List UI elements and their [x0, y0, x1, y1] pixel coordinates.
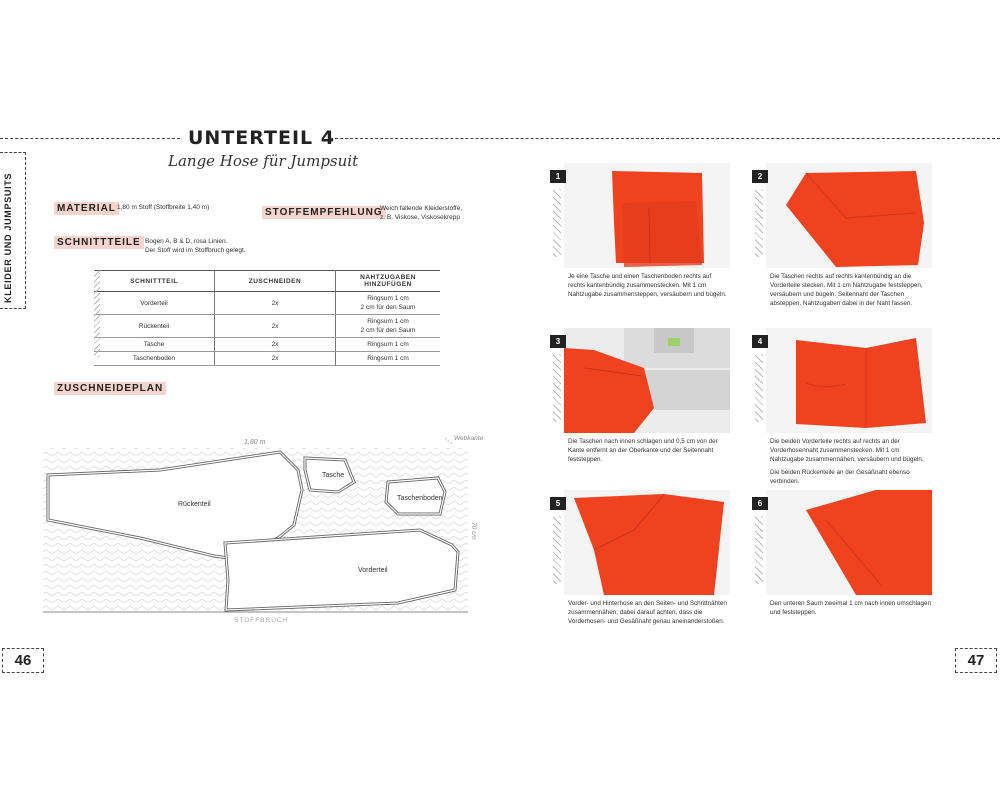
step-text: Die Taschen nach innen schlagen und 0,5 cm von der Kante entfernt an der Oberkante und der Seitennaht feststeppen.	[568, 438, 718, 463]
page-subtitle: Lange Hose für Jumpsuit	[168, 152, 359, 170]
stitch-decoration	[755, 189, 763, 257]
step-photo	[564, 490, 730, 595]
step-text: Den unteren Saum zweimal 1 cm nach innen umschlagen und feststeppen.	[770, 600, 932, 616]
step-text: Vorder- und Hinterhose an den Seiten- und Schrittnähten zusammennähen; dabei darauf achten, dass die Vorderhosen- und Gesäßnaht genau aneinanderstoßen.	[568, 600, 727, 625]
step-text: Die Taschen rechts auf rechts kantenbündig an die Vorderteile stecken. Mit 1 cm Nahtzugabe feststeppen, versäubern und bügeln. Seitennaht der Taschen absteppen, Nahtzugaben dabei in der Naht fassen.	[770, 273, 923, 307]
fabric-width-label: 1,80 m	[244, 439, 266, 446]
selvage-label: Webkante	[454, 435, 484, 442]
step-photo	[564, 328, 730, 433]
back-piece-label: Rückenteil	[178, 501, 211, 508]
pattern-pieces-label: SCHNITTTEILE	[54, 236, 144, 249]
step-photo	[766, 328, 932, 433]
page-number-right: 47	[955, 648, 997, 673]
material-label: MATERIAL	[54, 202, 119, 215]
front-piece-outline	[225, 530, 458, 610]
table-header: ZUSCHNEIDEN	[215, 271, 336, 292]
step-number: 1	[550, 170, 566, 183]
step-number: 4	[752, 335, 768, 348]
step-photo	[564, 163, 730, 268]
step-number: 6	[752, 497, 768, 510]
fabric-height-label: 70 cm	[470, 522, 477, 540]
pocket-label: Tasche	[322, 472, 345, 479]
pocket-bottom-label: Taschenboden	[397, 495, 443, 502]
table-header: NAHTZUGABEN HINZUFÜGEN	[336, 271, 441, 292]
step-6	[752, 490, 932, 640]
stitch-decoration	[755, 354, 763, 422]
fabric-recommendation-text: Weich fallende Kleiderstoffe, z. B. Viskose, Viskosekrepp	[380, 205, 463, 221]
step-text: Die beiden Vorderteile rechts auf rechts an der Vorderhosennaht zusammenstecken. Mit 1 cm Nahtzugabe zusammennähen, versäubern und bügeln. Die beiden Rückenteile an der Gesäßnaht ebenso verbinden.	[770, 438, 924, 485]
step-text: Je eine Tasche und einen Taschenboden rechts auf rechts kantenbündig zusammenstecken. Mit 1 cm Nahtzugabe zusammensteppen, versäubern und bügeln.	[568, 273, 727, 298]
front-piece-label: Vorderteil	[358, 567, 388, 574]
table-row: Rückenteil 2x Ringsum 1 cm 2 cm für den Saum	[94, 315, 440, 338]
step-photo	[766, 163, 932, 268]
step-number: 3	[550, 335, 566, 348]
stitch-decoration	[553, 189, 561, 257]
cutting-plan-label: ZUSCHNEIDEPLAN	[54, 382, 166, 395]
table-header: SCHNITTTEIL	[94, 271, 215, 292]
step-photo	[766, 490, 932, 595]
chapter-tab-label: KLEIDER UND JUMPSUITS	[3, 172, 13, 303]
step-4	[752, 328, 932, 488]
page-number-left: 46	[2, 648, 44, 673]
step-number: 5	[550, 497, 566, 510]
cutting-table	[94, 270, 440, 366]
stitch-decoration	[553, 354, 561, 422]
chapter-tab	[0, 152, 26, 309]
step-number: 2	[752, 170, 768, 183]
stitch-decoration	[755, 516, 763, 584]
table-row: Vorderteil 2x Ringsum 1 cm 2 cm für den Saum	[94, 292, 440, 315]
table-decoration	[94, 270, 100, 358]
step-5	[550, 490, 730, 640]
table-row: Tasche 2x Ringsum 1 cm	[94, 338, 440, 352]
step-2	[752, 163, 932, 313]
fabric-recommendation-label: STOFFEMPFEHLUNG	[262, 206, 386, 219]
cutting-layout-diagram	[40, 430, 484, 630]
pattern-pieces-text: Bogen A, B & D, rosa Linien. Der Stoff wird im Stoffbruch gelegt.	[145, 238, 246, 254]
table-row: Taschenboden 2x Ringsum 1 cm	[94, 352, 440, 366]
step-1	[550, 163, 730, 313]
fold-label: STOFFBRUCH	[234, 617, 289, 624]
page-title: UNTERTEIL 4	[188, 127, 335, 149]
step-3	[550, 328, 730, 478]
material-text: 1,80 m Stoff (Stoffbreite 1,40 m)	[117, 204, 210, 211]
stitch-decoration	[553, 516, 561, 584]
